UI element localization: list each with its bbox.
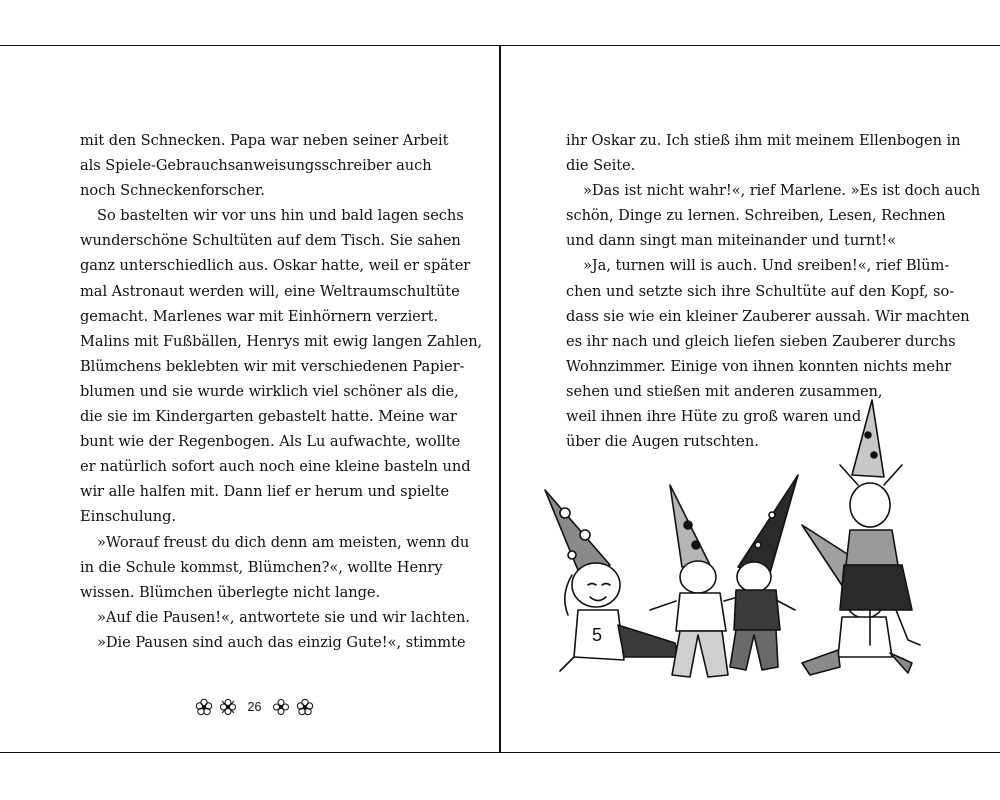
page-gutter xyxy=(499,45,501,753)
text-line: ganz unterschiedlich aus. Oskar hatte, weil er später xyxy=(80,257,471,275)
children-wizard-hats-illustration xyxy=(540,395,970,685)
text-line: die sie im Kindergarten gebastelt hatte. Meine war xyxy=(80,408,457,426)
text-line: er natürlich sofort auch noch eine kleine basteln und xyxy=(80,458,471,476)
text-line: »Ja, turnen will is auch. Und sreiben!«, rief Blüm- xyxy=(583,257,950,275)
text-line: wissen. Blümchen überlegte nicht lange. xyxy=(80,583,381,601)
flower-ornament-icon xyxy=(194,697,214,717)
page-folio xyxy=(172,695,337,719)
left-page-text xyxy=(80,128,483,655)
text-line: Blümchens beklebten wir mit verschiedenen Papier- xyxy=(80,357,465,375)
wizard-hat xyxy=(545,490,610,575)
page-number: 26 xyxy=(247,700,262,714)
text-line: es ihr nach und gleich liefen sieben Zauberer durchs xyxy=(566,332,956,350)
text-line: Malins mit Fußbällen, Henrys mit ewig langen Zahlen, xyxy=(80,332,483,350)
text-line: »Auf die Pausen!«, antwortete sie und wir lachten. xyxy=(97,608,470,626)
text-line: So bastelten wir vor uns hin und bald lagen sechs xyxy=(97,207,464,225)
text-line: »Die Pausen sind auch das einzig Gute!«, stimmte xyxy=(97,633,466,651)
text-line: die Seite. xyxy=(566,157,636,175)
text-line: noch Schneckenforscher. xyxy=(80,182,265,200)
flower-ornament-icon xyxy=(218,697,238,717)
text-line: bunt wie der Regenbogen. Als Lu aufwachte, wollte xyxy=(80,433,461,451)
text-line: in die Schule kommst, Blümchen?«, wollte Henry xyxy=(80,558,443,576)
girl-standing-right xyxy=(840,400,920,645)
flower-ornament-icon xyxy=(295,697,315,717)
text-line: Wohnzimmer. Einige von ihnen konnten nichts mehr xyxy=(566,357,952,375)
girl-sitting-left xyxy=(545,490,690,671)
text-line: chen und setzte sich ihre Schultüte auf den Kopf, so- xyxy=(566,282,955,300)
text-line: gemacht. Marlenes war mit Einhörnern verziert. xyxy=(80,307,439,325)
text-line: mit den Schnecken. Papa war neben seiner Arbeit xyxy=(80,132,449,149)
text-line: wir alle halfen mit. Dann lief er herum und spielte xyxy=(80,483,450,501)
text-line: dass sie wie ein kleiner Zauberer aussah. Wir machten xyxy=(566,307,970,325)
text-line: als Spiele-Gebrauchsanweisungsschreiber auch xyxy=(80,157,432,175)
text-line: über die Augen rutschten. xyxy=(566,433,759,451)
flower-ornament-icon xyxy=(271,697,291,717)
text-line: weil ihnen ihre Hüte zu groß waren und xyxy=(566,408,862,426)
text-line: Einschulung. xyxy=(80,508,177,526)
text-line: blumen und sie wurde wirklich viel schöner als die, xyxy=(80,382,459,400)
text-line: mal Astronaut werden will, eine Weltraumschultüte xyxy=(80,282,460,300)
text-line: und dann singt man miteinander und turnt!« xyxy=(566,232,896,250)
text-line: schön, Dinge zu lernen. Schreiben, Lesen, Rechnen xyxy=(566,207,946,225)
boy-with-dark-hat xyxy=(730,475,798,670)
text-line: »Das ist nicht wahr!«, rief Marlene. »Es ist doch auch xyxy=(583,182,981,200)
text-line: ihr Oskar zu. Ich stieß ihm mit meinem Ellenbogen in xyxy=(566,132,961,149)
text-line: »Worauf freust du dich denn am meisten, wenn du xyxy=(97,533,470,551)
wizard-hat xyxy=(738,475,798,573)
text-line: wunderschöne Schultüten auf dem Tisch. Sie sahen xyxy=(80,232,461,250)
text-line: sehen und stießen mit anderen zusammen, xyxy=(566,382,883,400)
svg-text:5: 5 xyxy=(592,625,603,645)
